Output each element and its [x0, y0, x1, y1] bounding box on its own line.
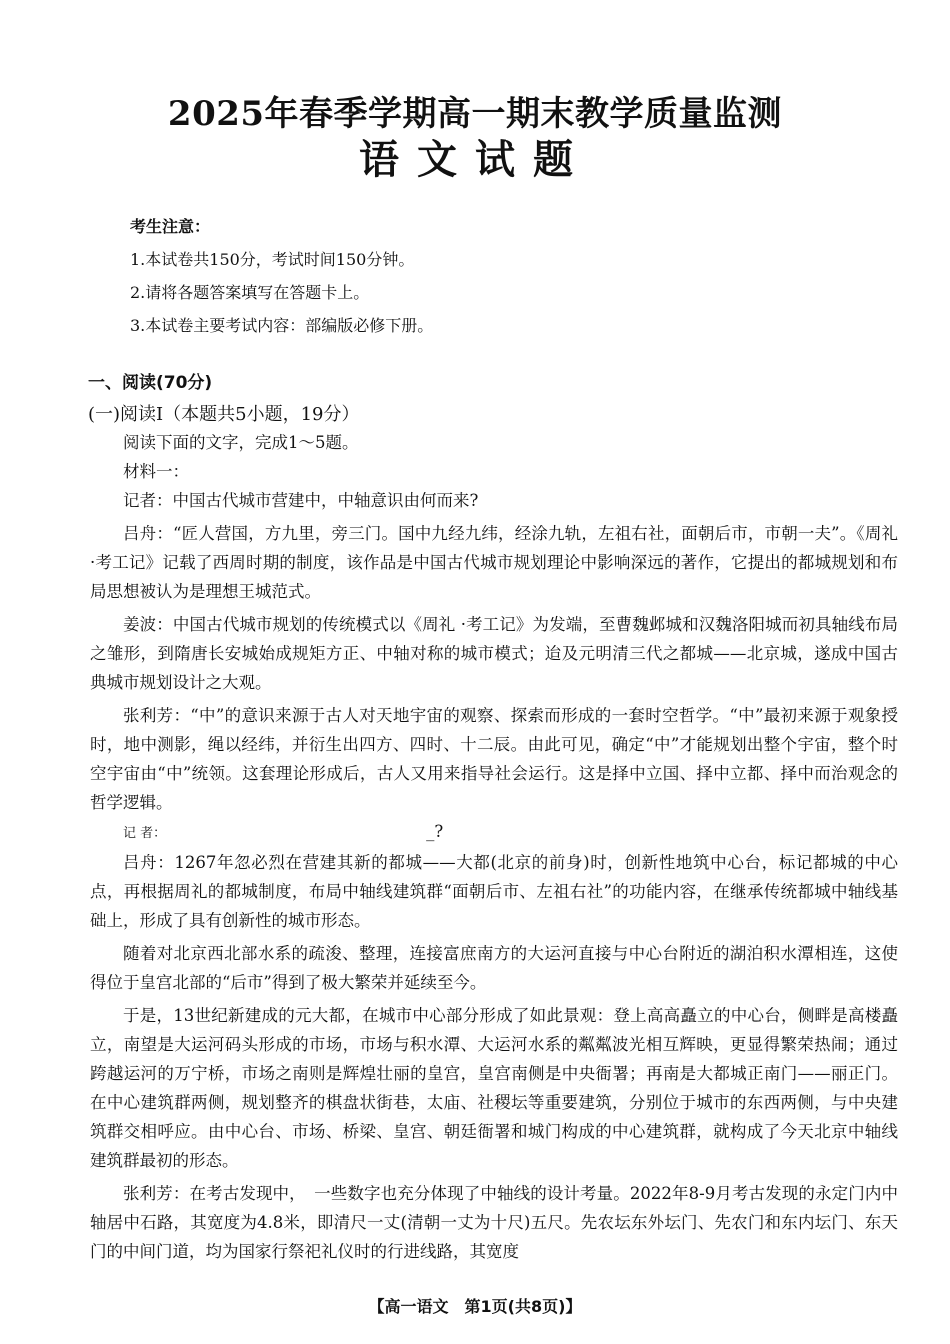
- passage-paragraph: 张利芳：在考古发现中， 一些数字也充分体现了中轴线的设计考量。2022年8-9月考古发现的永定门内中轴居中石路，其宽度为4.8米，即清尺一丈(清朝一丈为十尺)五尺。先农坛东外坛门、先农门和东内坛门、东天门的中间门道，均为国家行祭祀礼仪时的行进线路，其宽度: [90, 1184, 898, 1261]
- passage-paragraph: 吕舟：1267年忽必烈在营建其新的都城——大都(北京的前身)时，创新性地筑中心台，标记都城的中心点，再根据周礼的都城制度，布局中轴线建筑群“面朝后市、左祖右社”的功能内容，在继承传统都城中轴线基础上，形成了具有创新性的城市形态。: [90, 853, 898, 930]
- fill-blank-label: 记 者：: [123, 826, 167, 841]
- passage-paragraph: 张利芳：“中”的意识来源于古人对天地宇宙的观察、探索而形成的一套时空哲学。“中”最初来源于观象授时，地中测影，绳以经纬，并衍生出四方、四时、十二辰。由此可见，确定“中”才能规划出整个宇宙，整个时空宇宙由“中”统领。这套理论形成后，古人又用来指导社会运行。这是择中立国、择中立都、择中而治观念的哲学逻辑。: [90, 706, 898, 812]
- candidate-notice: [130, 214, 433, 342]
- passage-paragraph: 材料一：: [123, 462, 189, 481]
- passage-paragraph: 姜波：中国古代城市规划的传统模式以《周礼 ·考工记》为发端，至曹魏邺城和汉魏洛阳城而初具轴线布局之雏形，到隋唐长安城始成规矩方正、中轴对称的城市模式；迨及元明清三代之都城——北京城，遂成中国古典城市规划设计之大观。: [90, 615, 898, 692]
- notice-item: 2.请将各题答案填写在答题卡上。: [130, 283, 370, 302]
- notice-heading: 考生注意：: [130, 217, 211, 236]
- reading-passage: [90, 428, 898, 1266]
- exam-title: 2025年春季学期高一期末教学质量监测: [167, 94, 783, 134]
- passage-paragraph: 于是，13世纪新建成的元大都，在城市中心部分形成了如此景观：登上高高矗立的中心台，侧畔是高楼矗立，南望是大运河码头形成的市场，市场与积水潭、大运河水系的粼粼波光相互辉映，更显得繁荣热闹；通过跨越运河的万宁桥，市场之南则是辉煌壮丽的皇宫，皇宫南侧是中央衙署；再南是大都城正南门——丽正门。在中心建筑群两侧，规划整齐的棋盘状街巷，太庙、社稷坛等重要建筑，分别位于城市的东西两侧，与中央建筑群交相呼应。由中心台、市场、桥梁、皇宫、朝廷衙署和城门构成的中心建筑群，就构成了今天北京中轴线建筑群最初的形态。: [90, 1006, 898, 1170]
- section-subheading: (一)阅读I（本题共5小题，19分）: [88, 404, 360, 425]
- section-heading: 一、阅读(70分): [88, 373, 213, 393]
- page-footer: 【高一语文 第1页(共8页)】: [368, 1297, 582, 1316]
- subject-title: 语文试题: [359, 136, 591, 183]
- notice-item: 3.本试卷主要考试内容：部编版必修下册。: [130, 316, 434, 335]
- fill-blank-question: [90, 817, 898, 848]
- passage-paragraph: 记者：中国古代城市营建中，中轴意识由何而来?: [123, 491, 479, 510]
- passage-paragraph: 随着对北京西北部水系的疏浚、整理，连接富庶南方的大运河直接与中心台附近的湖泊积水潭相连，这使得位于皇宫北部的“后市”得到了极大繁荣并延续至今。: [90, 944, 898, 992]
- fill-blank-end: _?: [426, 822, 444, 841]
- notice-item: 1.本试卷共150分，考试时间150分钟。: [130, 250, 415, 269]
- passage-paragraph: 阅读下面的文字，完成1～5题。: [123, 433, 359, 452]
- passage-paragraph: 吕舟：“匠人营国，方九里，旁三门。国中九经九纬，经涂九轨，左祖右社，面朝后市，市朝一夫”。《周礼 ·考工记》记载了西周时期的制度，该作品是中国古代城市规划理论中影响深远的著作，它提出的都城规划和布局思想被认为是理想王城范式。: [90, 524, 898, 601]
